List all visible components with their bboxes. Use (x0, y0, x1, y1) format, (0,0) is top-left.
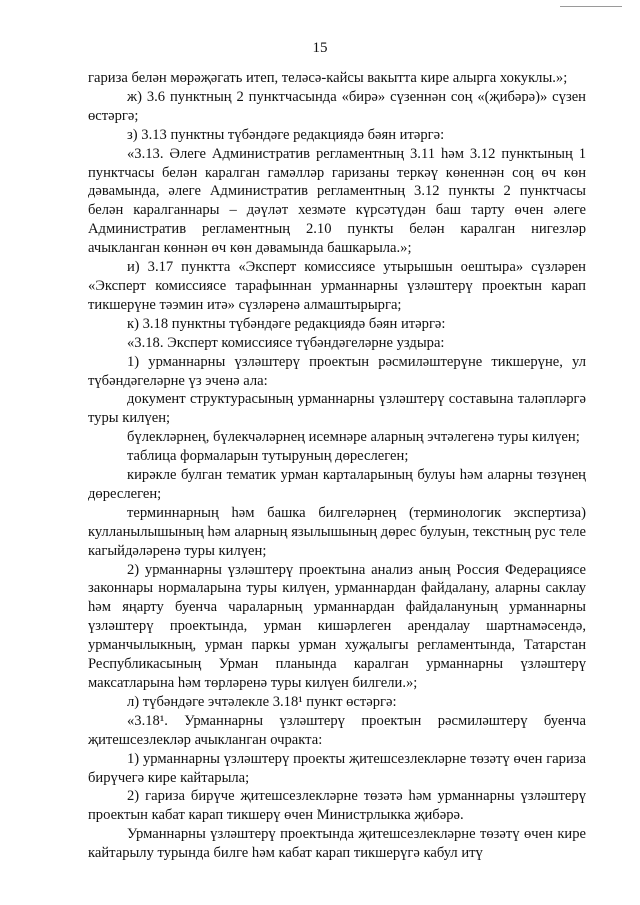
paragraph: Урманнарны үзләштерү проектында җитешсезлекләрне төзәтү өчен кире кайтарылу турында билге һәм кабат карап тикшерүгә кабул итү (88, 826, 586, 862)
paragraph: 1) урманнарны үзләштерү проектын рәсмиләштерүне тикшерүне, ул түбәндәгеләрне үз эченә ала: (88, 353, 586, 389)
paragraph: бүлекләрнең, бүлекчәләрнең исемнәре аларның эчтәлегенә туры килүен; (127, 429, 580, 446)
paragraph: таблица формаларын тутыруның дөреслеген; (127, 448, 409, 465)
paragraph: кирәкле булган тематик урман карталарының булуы һәм аларны төзүнең дөреслеген; (88, 467, 586, 502)
paragraph: 1) урманнарны үзләштерү проекты җитешсезлекләрне төзәтү өчен гариза бирүчегә кире кайтарыла; (88, 750, 586, 786)
paragraph: з) 3.13 пунктны түбәндәге редакциядә бәян итәргә: (127, 126, 445, 143)
paragraph: «3.13. Әлеге Административ регламентның 3.11 һәм 3.12 пунктының 1 пунктчасы белән каралган гамәлләр гаризаны теркәү көненнән соң өч көн дәвамында, әлеге Административ регламентның 3.12 пункты 2 пунктчасы белән каралганнары – дәүләт хезмәте күрсәтүдән баш тарту өчен әлеге Административ регламентның 2.10 пункты белән каралган нигезләр ачыкланган көннән өч көн дәвамында башкарыла.»; (88, 145, 586, 257)
paragraph: терминнарның һәм башка билгеләрнең (терминологик экспертиза) кулланылышының һәм аларның язылышының дөрес булуын, текстның рус теле кагыйдәләренә туры килүен; (88, 504, 586, 559)
paragraph: и) 3.17 пунктта «Эксперт комиссиясе утырышын оештыра» сүзләрен «Эксперт комиссиясе тарафыннан урманнарны үзләштерү проектын карап тикшерүне тәэмин итә» сүзләренә алмаштырырга; (88, 259, 586, 313)
paragraph: документ структурасының урманнарны үзләштерү составына таләпләргә туры килүен; (88, 391, 586, 427)
paragraph: 2) гариза бирүче җитешсезлекләрне төзәтә һәм урманнарны үзләштерү проектын кабат карап тикшерү өчен Министрлыкка җибәрә. (88, 788, 586, 824)
document-body (88, 69, 586, 863)
paragraph: гариза белән мөрәҗәгать итеп, теләсә-кайсы вакытта кире алырга хокуклы.»; (88, 70, 568, 86)
paragraph: л) түбәндәге эчтәлекле 3.18¹ пункт өстәргә: (127, 693, 397, 710)
paragraph: 2) урманнарны үзләштерү проектына анализ аның Россия Федерациясе законнары нормаларына туры килүен, урманнардан файдалану, аларны саклау һәм яңарту буенча чараларның урманнардан файдалануның урманнарны үзләштерү проектында, урман кишәрлеген арендалау шартнамәсендә, урманчылыкның, урман паркы урман хуҗалыгы регламентында, Татарстан Республикасының Урман планында каралган урманнарны үзләштерү максатларына һәм төрләренә туры килүен билгели.»; (88, 561, 586, 691)
paragraph: ж) 3.6 пунктның 2 пунктчасында «бирә» сүзеннән соң «(җибәрә)» сүзен өстәргә; (88, 88, 586, 124)
paragraph: «3.18¹. Урманнарны үзләштерү проектын рәсмиләштерү буенча җитешсезлекләр ачыкланган очракта: (88, 712, 586, 748)
page-number: 15 (312, 40, 328, 56)
paragraph: к) 3.18 пунктны түбәндәге редакциядә бәян итәргә: (127, 315, 446, 332)
paragraph: «3.18. Эксперт комиссиясе түбәндәгеләрне уздыра: (127, 334, 445, 351)
top-edge-line (560, 6, 622, 7)
